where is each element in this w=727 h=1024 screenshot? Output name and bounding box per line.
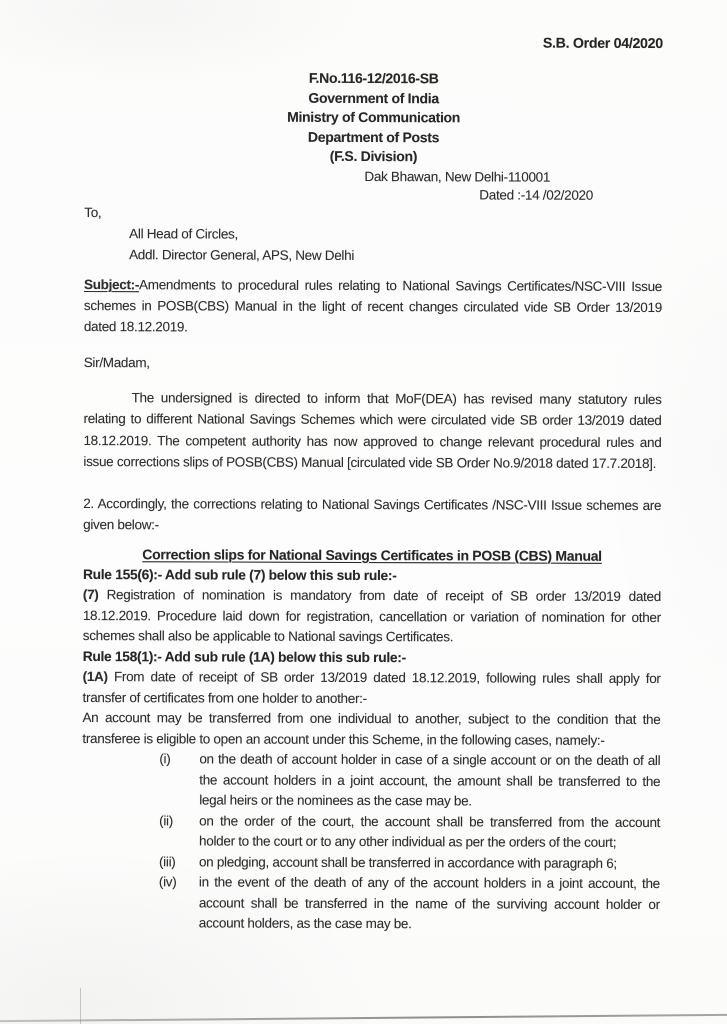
- order-number: S.B. Order 04/2020: [542, 35, 663, 53]
- list-text: in the event of the death of any of the account holders in a joint account, the account shall be transferred in the name of the surviving account holder or account holders, as the case may be.: [198, 874, 660, 932]
- list-marker: (ii): [159, 812, 173, 828]
- rule-158-intro: An account may be transferred from one individual to another, subject to the condition that the transferee is eligible to open an account under this Scheme, in the following cases, namely:-: [82, 710, 661, 748]
- section-heading: Correction slips for National Savings Certificates in POSB (CBS) Manual: [142, 545, 602, 564]
- letterhead: [84, 68, 662, 168]
- cases-list: [159, 749, 661, 935]
- list-marker: (iv): [158, 874, 177, 890]
- list-text: on the death of account holder in case of a single account or on the death of all the account holders in a joint account, the amount shall be transferred to the legal heirs or the nominees as the case may be.: [199, 751, 661, 809]
- scan-fold-line: [80, 988, 81, 1024]
- paragraph-1: The undersigned is directed to inform that MoF(DEA) has revised many statutory rules relating to different National Savings Schemes which were circulated vide SB order 13/2019 dated 18.12.2019. The competent authority has now approved to change relevant procedural rules and issue corrections slips of POSB(CBS) Manual [circulated vide SB Order No.9/2018 dated 17.7.2018].: [83, 389, 662, 472]
- org-line-government: Government of India: [308, 89, 439, 106]
- addressee-line-1: All Head of Circles,: [129, 226, 239, 242]
- paragraph-2: 2. Accordingly, the corrections relating to National Savings Certificates /NSC-VIII Issue schemes are given below:-: [83, 495, 662, 532]
- list-item: [159, 749, 660, 812]
- subject-text: Amendments to procedural rules relating to National Savings Certificates/NSC-VIII Issue schemes in POSB(CBS) Manual in the light of recent changes circulated vide SB Order 13/2019 dated 18.12.2019.: [83, 277, 663, 335]
- list-item: [159, 872, 660, 935]
- list-item: [159, 811, 660, 854]
- org-line-division: (F.S. Division): [329, 147, 418, 165]
- list-marker: (i): [159, 751, 171, 767]
- rule-158-sub-text: From date of receipt of SB order 13/2019 dated 18.12.2019, following rules shall apply for transfer of certificates from one holder to another:-: [82, 669, 661, 706]
- rule-158-sub-label: (1A): [82, 669, 108, 685]
- list-item: [159, 852, 660, 874]
- subject-label: Subject:-: [83, 277, 140, 293]
- date-line: Dated :-14 /02/2020: [479, 187, 593, 203]
- address-line: Dak Bhawan, New Delhi-110001: [364, 168, 551, 185]
- list-marker: (iii): [158, 853, 176, 869]
- org-line-ministry: Ministry of Communication: [287, 108, 461, 126]
- subject-line: [84, 274, 662, 339]
- salutation: Sir/Madam,: [83, 355, 150, 371]
- rule-155-heading: Rule 155(6):- Add sub rule (7) below this sub rule:-: [82, 566, 397, 583]
- rule-155-sub-rule: [83, 585, 661, 649]
- rule-158-heading: Rule 158(1):- Add sub rule (1A) below this sub rule:-: [82, 648, 406, 665]
- list-text: on the order of the court, the account shall be transferred from the account holder to the court or to any other individual as per the orders of the court;: [199, 812, 661, 850]
- rule-155-sub-label: (7): [82, 587, 99, 603]
- file-number: F.No.116-12/2016-SB: [308, 69, 439, 87]
- rule-155-sub-text: Registration of nomination is mandatory from date of receipt of SB order 13/2019 dated 18.12.2019. Procedure laid down for registration, cancellation or variation of nomination for other schemes shall also be applicable to National savings Certificates.: [82, 587, 661, 645]
- list-text: on pledging, account shall be transferred in accordance with paragraph 6;: [198, 853, 617, 871]
- org-line-department: Department of Posts: [307, 128, 440, 145]
- addressee-line-2: Addl. Director General, APS, New Delhi: [129, 246, 355, 263]
- to-label: To,: [84, 204, 102, 220]
- rule-158-sub-rule: [83, 667, 661, 710]
